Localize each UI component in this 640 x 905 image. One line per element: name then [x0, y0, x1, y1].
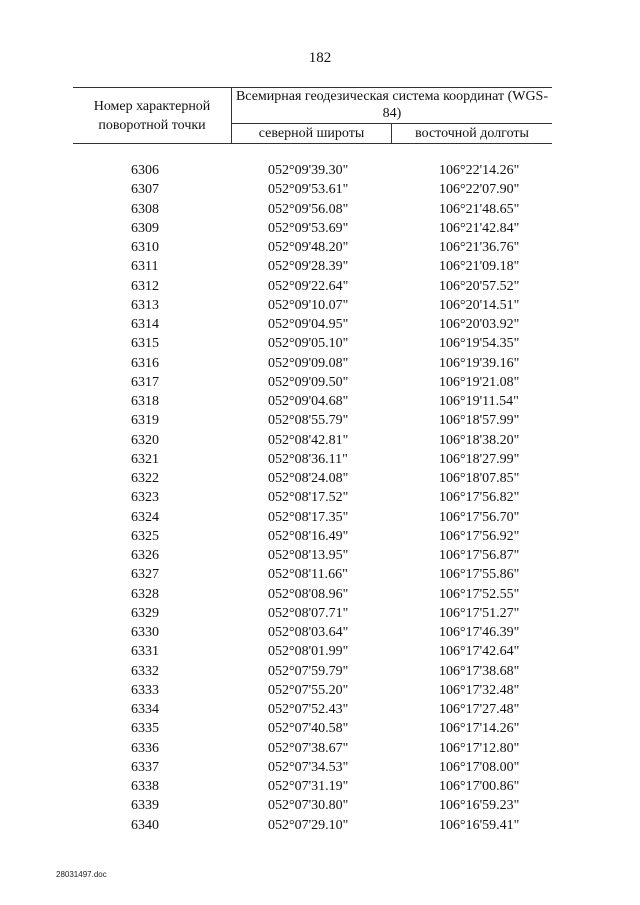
point-number-cell: 6322: [131, 471, 159, 486]
file-name-footer: 28031497.doc: [56, 870, 107, 879]
latitude-cell: 052°07'30.80": [268, 798, 349, 814]
table-row: [0, 758, 640, 777]
table-row: [0, 238, 640, 257]
latitude-cell: 052°09'28.39": [268, 259, 349, 275]
point-number-cell: 6325: [131, 528, 159, 544]
point-number-cell: 6339: [131, 798, 159, 814]
table-row: [0, 180, 640, 199]
table-row: [0, 681, 640, 700]
header-longitude: восточной долготы: [415, 126, 529, 141]
longitude-cell: 106°16'59.23": [439, 798, 520, 814]
point-number-cell: 6335: [131, 721, 159, 737]
point-number-cell: 6307: [131, 182, 159, 198]
latitude-cell: 052°09'39.30": [268, 163, 349, 178]
point-number-cell: 6326: [131, 548, 159, 563]
latitude-cell: 052°07'38.67": [268, 740, 349, 756]
point-number-cell: 6332: [131, 663, 159, 679]
table-row: [0, 527, 640, 546]
longitude-cell: 106°17'38.68": [439, 663, 520, 679]
longitude-cell: 106°17'55.86": [439, 567, 520, 583]
latitude-cell: 052°07'34.53": [268, 759, 349, 775]
table-row: [0, 565, 640, 584]
latitude-cell: 052°09'09.50": [268, 374, 349, 390]
point-number-cell: 6321: [131, 451, 159, 467]
point-number-cell: 6319: [131, 413, 159, 429]
point-number-cell: 6320: [131, 432, 159, 448]
longitude-cell: 106°21'36.76": [439, 240, 520, 255]
point-number-cell: 6314: [131, 317, 159, 332]
header-bottom-rule: [73, 143, 552, 144]
point-number-cell: 6327: [131, 567, 159, 583]
longitude-cell: 106°21'42.84": [439, 220, 520, 236]
point-number-cell: 6310: [131, 240, 159, 255]
latitude-cell: 052°07'55.20": [268, 682, 349, 698]
table-row: [0, 411, 640, 430]
table-row: [0, 392, 640, 411]
table-row: [0, 604, 640, 623]
longitude-cell: 106°17'42.64": [439, 644, 520, 660]
table-row: [0, 161, 640, 180]
latitude-cell: 052°09'56.08": [268, 201, 349, 217]
table-row: [0, 373, 640, 392]
longitude-cell: 106°17'27.48": [439, 702, 520, 717]
point-number-cell: 6323: [131, 490, 159, 506]
longitude-cell: 106°17'56.92": [439, 528, 520, 544]
table-row: [0, 796, 640, 815]
longitude-cell: 106°17'46.39": [439, 625, 520, 640]
latitude-cell: 052°08'17.52": [268, 490, 349, 506]
table-row: [0, 431, 640, 450]
point-number-cell: 6309: [131, 220, 159, 236]
longitude-cell: 106°21'09.18": [439, 259, 520, 275]
longitude-cell: 106°18'27.99": [439, 451, 520, 467]
table-row: [0, 200, 640, 219]
latitude-cell: 052°09'22.64": [268, 278, 349, 294]
point-number-cell: 6315: [131, 336, 159, 352]
point-number-cell: 6316: [131, 355, 159, 371]
longitude-cell: 106°22'07.90": [439, 182, 520, 198]
latitude-cell: 052°08'01.99": [268, 644, 349, 660]
latitude-cell: 052°09'53.61": [268, 182, 349, 198]
latitude-cell: 052°08'42.81": [268, 432, 349, 448]
latitude-cell: 052°07'40.58": [268, 721, 349, 737]
longitude-cell: 106°17'56.70": [439, 509, 520, 525]
longitude-cell: 106°20'57.52": [439, 278, 520, 294]
table-row: [0, 469, 640, 488]
point-number-cell: 6312: [131, 278, 159, 294]
longitude-cell: 106°17'51.27": [439, 605, 520, 621]
table-row: [0, 623, 640, 642]
table-row: [0, 546, 640, 565]
table-row: [0, 662, 640, 681]
latitude-cell: 052°08'11.66": [268, 567, 348, 583]
point-number-cell: 6317: [131, 374, 159, 390]
point-number-cell: 6329: [131, 605, 159, 621]
table-row: [0, 296, 640, 315]
point-number-cell: 6311: [131, 259, 159, 275]
latitude-cell: 052°07'31.19": [268, 779, 349, 794]
longitude-cell: 106°19'11.54": [439, 394, 519, 409]
latitude-cell: 052°08'17.35": [268, 509, 349, 525]
longitude-cell: 106°17'56.82": [439, 490, 520, 506]
point-number-cell: 6336: [131, 740, 159, 756]
table-row: [0, 777, 640, 796]
longitude-cell: 106°17'14.26": [439, 721, 520, 737]
header-latitude: северной широты: [258, 126, 365, 141]
header-point-number: Номер характерной поворотной точки: [93, 99, 211, 133]
longitude-cell: 106°16'59.41": [439, 817, 520, 833]
latitude-cell: 052°07'29.10": [268, 817, 349, 833]
point-number-cell: 6308: [131, 201, 159, 217]
longitude-cell: 106°19'54.35": [439, 336, 520, 352]
latitude-cell: 052°07'52.43": [268, 702, 349, 717]
table-row: [0, 508, 640, 527]
table-row: [0, 257, 640, 276]
point-number-cell: 6334: [131, 702, 159, 717]
page-number: 182: [308, 50, 332, 66]
latitude-cell: 052°09'48.20": [268, 240, 349, 255]
point-number-cell: 6338: [131, 779, 159, 794]
latitude-cell: 052°08'36.11": [268, 451, 348, 467]
table-row: [0, 585, 640, 604]
longitude-cell: 106°18'38.20": [439, 432, 520, 448]
longitude-cell: 106°18'07.85": [439, 471, 520, 486]
point-number-cell: 6328: [131, 586, 159, 602]
longitude-cell: 106°19'21.08": [439, 374, 520, 390]
table-row: [0, 334, 640, 353]
point-number-cell: 6337: [131, 759, 159, 775]
table-row: [0, 354, 640, 373]
point-number-cell: 6318: [131, 394, 159, 409]
latitude-cell: 052°08'16.49": [268, 528, 349, 544]
longitude-cell: 106°21'48.65": [439, 201, 520, 217]
longitude-cell: 106°17'52.55": [439, 586, 520, 602]
table-row: [0, 719, 640, 738]
latitude-cell: 052°08'13.95": [268, 548, 349, 563]
table-row: [0, 816, 640, 835]
longitude-cell: 106°20'03.92": [439, 317, 520, 332]
longitude-cell: 106°20'14.51": [439, 297, 520, 313]
point-number-cell: 6340: [131, 817, 159, 833]
latitude-cell: 052°08'08.96": [268, 586, 349, 602]
point-number-cell: 6330: [131, 625, 159, 640]
latitude-cell: 052°08'03.64": [268, 625, 349, 640]
latitude-cell: 052°08'24.08": [268, 471, 349, 486]
coordinates-table-body: [0, 161, 640, 835]
latitude-cell: 052°08'07.71": [268, 605, 349, 621]
table-row: [0, 219, 640, 238]
table-row: [0, 739, 640, 758]
longitude-cell: 106°17'00.86": [439, 779, 520, 794]
longitude-cell: 106°17'12.80": [439, 740, 520, 756]
header-coordinate-system: Всемирная геодезическая система координат (WGS-84): [235, 89, 549, 121]
latitude-cell: 052°09'05.10": [268, 336, 349, 352]
table-row: [0, 488, 640, 507]
latitude-cell: 052°09'53.69": [268, 220, 349, 236]
longitude-cell: 106°17'32.48": [439, 682, 520, 698]
point-number-cell: 6313: [131, 297, 159, 313]
table-row: [0, 642, 640, 661]
latitude-cell: 052°09'04.68": [268, 394, 349, 409]
table-row: [0, 277, 640, 296]
point-number-cell: 6306: [131, 163, 159, 178]
longitude-cell: 106°17'56.87": [439, 548, 520, 563]
longitude-cell: 106°22'14.26": [439, 163, 520, 178]
table-row: [0, 700, 640, 719]
latitude-cell: 052°09'10.07": [268, 297, 349, 313]
point-number-cell: 6331: [131, 644, 159, 660]
point-number-cell: 6324: [131, 509, 159, 525]
longitude-cell: 106°19'39.16": [439, 355, 520, 371]
longitude-cell: 106°18'57.99": [439, 413, 520, 429]
latitude-cell: 052°09'04.95": [268, 317, 349, 332]
latitude-cell: 052°07'59.79": [268, 663, 349, 679]
table-row: [0, 450, 640, 469]
latitude-cell: 052°08'55.79": [268, 413, 349, 429]
coordinates-table-header: [73, 87, 552, 144]
table-row: [0, 315, 640, 334]
longitude-cell: 106°17'08.00": [439, 759, 520, 775]
latitude-cell: 052°09'09.08": [268, 355, 349, 371]
point-number-cell: 6333: [131, 682, 159, 698]
